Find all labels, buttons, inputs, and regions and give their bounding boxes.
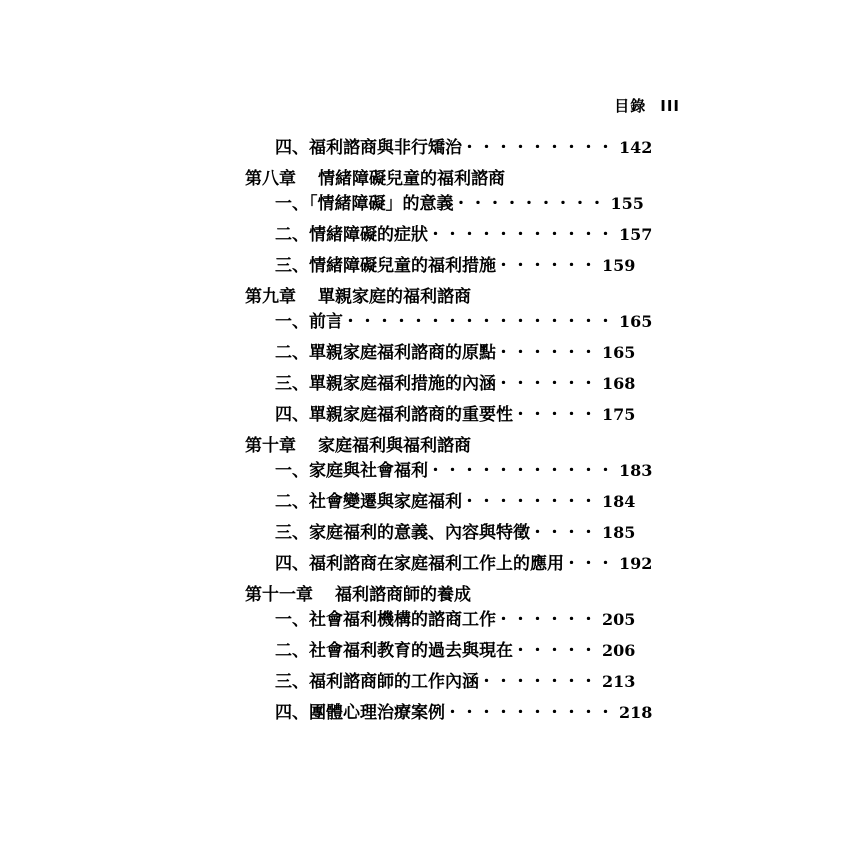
dot-leader: ・・・・・・・・・・・ xyxy=(428,461,616,479)
toc-entry-title: 三、情緒障礙兒童的福利措施 xyxy=(275,256,496,276)
toc-entry-page-number: 205 xyxy=(602,610,636,629)
toc-entry-title: 三、福利諮商師的工作內涵 xyxy=(275,672,479,692)
chapter-number: 第十一章 xyxy=(245,585,313,605)
toc-entry-title: 四、福利諮商在家庭福利工作上的應用 xyxy=(275,554,564,574)
toc-entry[interactable] xyxy=(275,674,665,691)
toc-entry[interactable] xyxy=(275,463,665,480)
toc-chapter-heading[interactable] xyxy=(245,171,665,188)
toc-entry-page-number: 159 xyxy=(602,256,636,275)
toc-entry[interactable] xyxy=(275,643,665,660)
dot-leader: ・・・・・・・・ xyxy=(462,492,599,510)
toc-entry-page-number: 213 xyxy=(602,672,636,691)
toc-entry[interactable] xyxy=(275,345,665,362)
header-label: 目錄 xyxy=(614,97,647,115)
toc-entry-page-number: 165 xyxy=(619,312,653,331)
toc-entry[interactable] xyxy=(275,612,665,629)
toc-entry-title: 四、單親家庭福利諮商的重要性 xyxy=(275,405,513,425)
toc-entry-title: 三、單親家庭福利措施的內涵 xyxy=(275,374,496,394)
page-folio: III xyxy=(660,97,680,115)
toc-chapter-heading[interactable] xyxy=(245,587,665,604)
toc-entry-title: 二、單親家庭福利諮商的原點 xyxy=(275,343,496,363)
toc-entry[interactable] xyxy=(275,556,665,573)
toc-entry-page-number: 184 xyxy=(602,492,636,511)
chapter-title: 福利諮商師的養成 xyxy=(335,585,471,605)
toc-chapter-heading[interactable] xyxy=(245,289,665,306)
toc-entry-page-number: 155 xyxy=(610,194,644,213)
toc-entry-page-number: 185 xyxy=(602,523,636,542)
toc-entry-title: 二、情緒障礙的症狀 xyxy=(275,225,428,245)
toc-entry-page-number: 206 xyxy=(602,641,636,660)
toc-entry[interactable] xyxy=(275,407,665,424)
toc-entry-page-number: 192 xyxy=(619,554,653,573)
toc-entry-page-number: 157 xyxy=(619,225,653,244)
chapter-number: 第八章 xyxy=(245,169,296,189)
toc-entry-page-number: 175 xyxy=(602,405,636,424)
dot-leader: ・・・・・ xyxy=(513,405,599,423)
toc-entry-title: 四、福利諮商與非行矯治 xyxy=(275,138,462,158)
toc-entry-title: 一、前言 xyxy=(275,312,343,332)
toc-entry-title: 一、社會福利機構的諮商工作 xyxy=(275,610,496,630)
toc-entry-page-number: 183 xyxy=(619,461,653,480)
toc-entry[interactable] xyxy=(275,525,665,542)
toc-entry[interactable] xyxy=(275,494,665,511)
toc-entry-page-number: 218 xyxy=(619,703,653,722)
dot-leader: ・・・・・・・・・・ xyxy=(445,703,616,721)
dot-leader: ・・・・ xyxy=(530,523,599,541)
dot-leader: ・・・・・・ xyxy=(496,374,599,392)
toc-chapter-heading[interactable] xyxy=(245,438,665,455)
page-header xyxy=(0,95,680,116)
dot-leader: ・・・・・ xyxy=(513,641,599,659)
dot-leader: ・・・・・・・・・ xyxy=(462,138,616,156)
toc-entry[interactable] xyxy=(275,258,665,275)
dot-leader: ・・・・・・ xyxy=(496,256,599,274)
toc-entry[interactable] xyxy=(275,140,665,157)
table-of-contents xyxy=(245,140,665,736)
toc-entry[interactable] xyxy=(275,227,665,244)
chapter-title: 情緒障礙兒童的福利諮商 xyxy=(318,169,505,189)
toc-entry-title: 二、社會福利教育的過去與現在 xyxy=(275,641,513,661)
dot-leader: ・・・ xyxy=(564,554,616,572)
toc-entry[interactable] xyxy=(275,376,665,393)
toc-entry-title: 一、家庭與社會福利 xyxy=(275,461,428,481)
dot-leader: ・・・・・・ xyxy=(496,610,599,628)
toc-entry-page-number: 168 xyxy=(602,374,636,393)
toc-entry[interactable] xyxy=(275,196,665,213)
dot-leader: ・・・・・・・ xyxy=(479,672,599,690)
toc-entry-page-number: 165 xyxy=(602,343,636,362)
dot-leader: ・・・・・・・・・・・・・・・・ xyxy=(343,312,616,330)
toc-entry[interactable] xyxy=(275,314,665,331)
toc-entry-title: 四、團體心理治療案例 xyxy=(275,703,445,723)
toc-entry-title: 一、「情緒障礙」的意義 xyxy=(275,194,454,214)
chapter-number: 第十章 xyxy=(245,436,296,456)
toc-entry-title: 三、家庭福利的意義、內容與特徵 xyxy=(275,523,530,543)
dot-leader: ・・・・・・・・・・・ xyxy=(428,225,616,243)
toc-entry-title: 二、社會變遷與家庭福利 xyxy=(275,492,462,512)
toc-entry-page-number: 142 xyxy=(619,138,653,157)
chapter-title: 單親家庭的福利諮商 xyxy=(318,287,471,307)
toc-entry[interactable] xyxy=(275,705,665,722)
chapter-title: 家庭福利與福利諮商 xyxy=(318,436,471,456)
dot-leader: ・・・・・・ xyxy=(496,343,599,361)
chapter-number: 第九章 xyxy=(245,287,296,307)
dot-leader: ・・・・・・・・・ xyxy=(453,194,607,212)
